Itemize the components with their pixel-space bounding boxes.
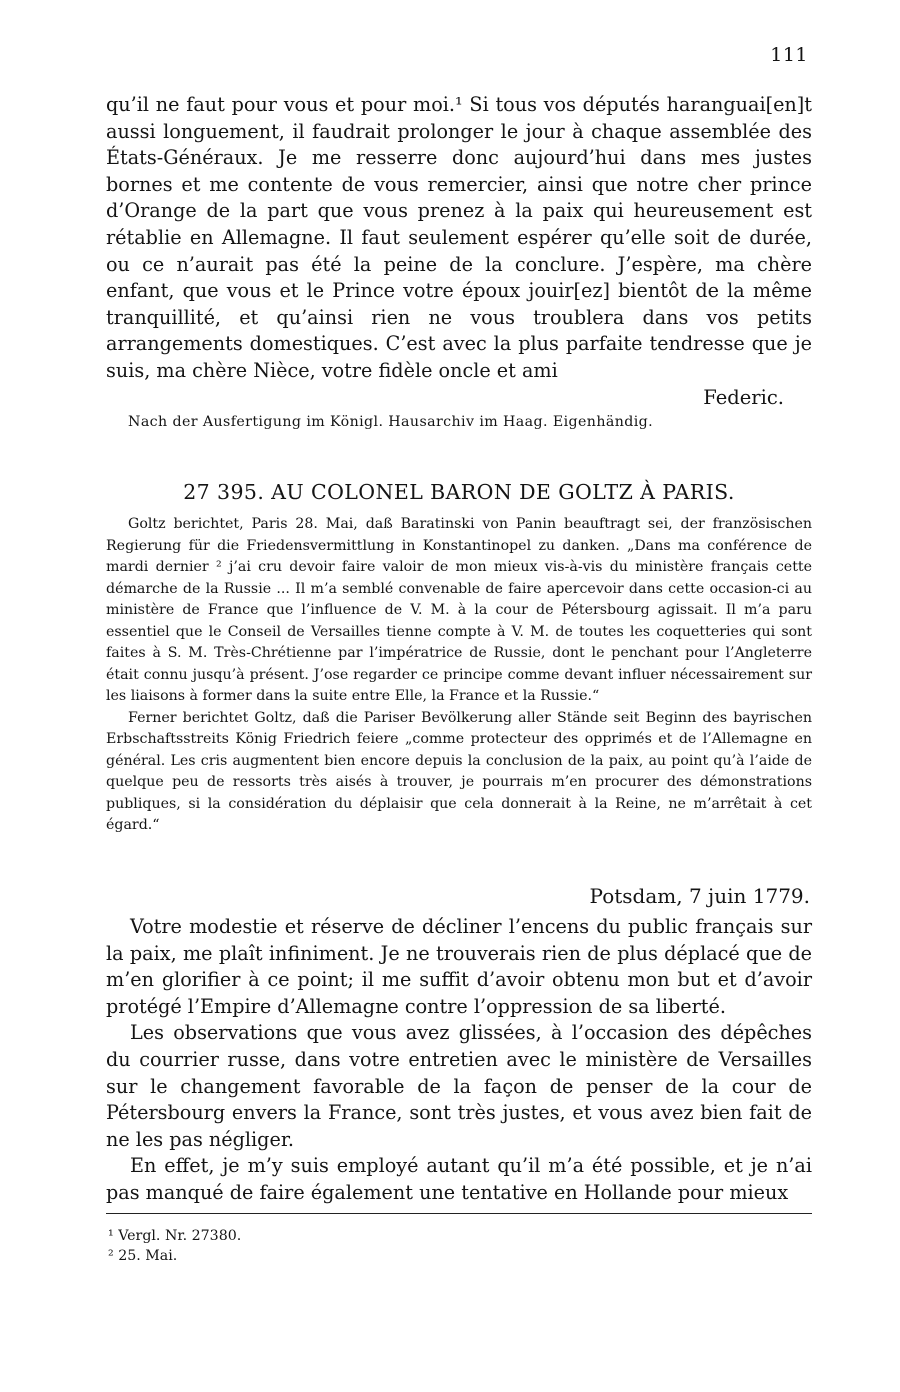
- body-paragraph: Votre modestie et réserve de décliner l’encens du public français sur la paix, me plaît infiniment. Je ne trouverais rien de plus déplacé que de m’en glorifier à ce point; il me suffit d’avoir obtenu mon but et d’avoir protégé l’Empire d’Allemagne contre l’oppression de sa liberté.: [106, 915, 812, 1018]
- dateline: Potsdam, 7 juin 1779.: [589, 884, 810, 908]
- summary-paragraph: Goltz berichtet, Paris 28. Mai, daß Baratinski von Panin beauftragt sei, der französischen Regierung für die Friedensvermittlung in Konstantinopel zu danken. „Dans ma conférence de mardi dernier ² j’ai cru devoir faire valoir de mon mieux vis-à-vis du ministère français cette démarche de la Russie ... Il m’a semblé convenable de faire apercevoir dans cette occasion-ci au ministère de France que l’influence de V. M. à la cour de Pétersbourg agissait. Il m’a paru essentiel que le Conseil de Versailles tienne compte à V. M. de toutes les coquetteries qui sont faites à S. M. Très-Chrétienne par l’impératrice de Russie, dont le penchant pour l’Angleterre était connu jusqu’à présent. J’ose regarder ce principe comme devant influer nécessairement sur les liaisons à former dans la suite entre Elle, la France et la Russie.“: [106, 516, 812, 704]
- source-note: Nach der Ausfertigung im Königl. Hausarchiv im Haag. Eigenhändig.: [128, 414, 654, 430]
- letter-continuation: [106, 92, 812, 385]
- summary-paragraph: Ferner berichtet Goltz, daß die Pariser Bevölkerung aller Stände seit Beginn des bayrischen Erbschaftsstreits König Friedrich feiere „comme protecteur des opprimés et de l’Allemagne en général. Les cris augmentent bien encore depuis la conclusion de la paix, au point qu’à l’aide de quelque peu de ressorts très aisés à trouver, je pourrais m’en procurer des démonstrations publiques, si la considération du déplaisir que cela donnerait à la Reine, ne m’arrêtait à cet égard.“: [106, 709, 812, 833]
- footnote-2: ² 25. Mai.: [108, 1248, 178, 1264]
- footnotes: [108, 1226, 241, 1266]
- letter-heading: 27 395. AU COLONEL BARON DE GOLTZ À PARIS.: [183, 480, 735, 504]
- page-number: 111: [770, 44, 808, 66]
- signature: Federic.: [703, 386, 784, 409]
- body-paragraph: En effet, je m’y suis employé autant qu’il m’a été possible, et je n’ai pas manqué de faire également une tentative en Hollande pour mieux: [106, 1154, 812, 1204]
- footnote-1: ¹ Vergl. Nr. 27380.: [108, 1228, 242, 1244]
- body-paragraph: Les observations que vous avez glissées, à l’occasion des dépêches du courrier russe, dans votre entretien avec le ministère de Versailles sur le changement favorable de la façon de penser de la cour de Pétersbourg envers la France, sont très justes, et vous avez bien fait de ne les pas négliger.: [106, 1021, 812, 1151]
- report-summary: [106, 514, 812, 837]
- letter-body-2: [106, 914, 812, 1207]
- letter-body: qu’il ne faut pour vous et pour moi.¹ Si tous vos députés haranguai[en]t aussi longuement, il faudrait prolonger le jour à chaque assemblée des États-Généraux. Je me resserre donc aujourd’hui dans mes justes bornes et me contente de vous remercier, ainsi que notre cher prince d’Orange de la part que vous prenez à la paix qui heureusement est rétablie en Allemagne. Il faut seulement espérer qu’elle soit de durée, ou ce n’aurait pas été la peine de la conclure. J’espère, ma chère enfant, que vous et le Prince votre époux jouir[ez] bientôt de la même tranquillité, et qu’ainsi rien ne vous troublera dans vos petits arrangements domestiques. C’est avec la plus parfaite tendresse que je suis, ma chère Nièce, votre fidèle oncle et ami: [106, 93, 812, 382]
- footnote-rule: [106, 1213, 812, 1214]
